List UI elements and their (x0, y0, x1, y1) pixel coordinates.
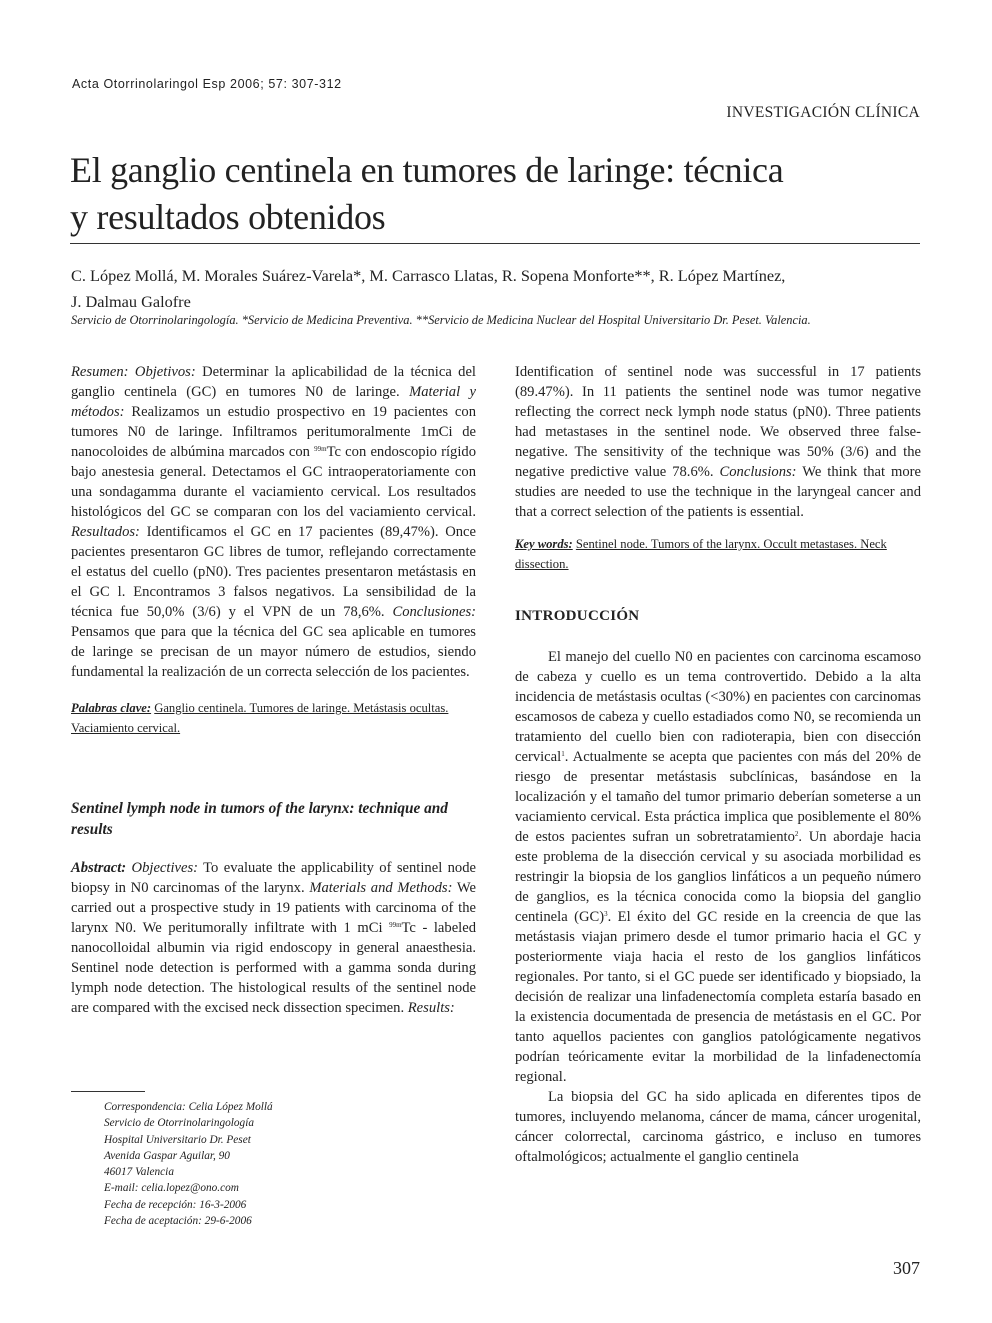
conclusiones-text: Pensamos que para que la técnica del GC sea aplicable en tumores de laringe se precisan de un mayor número de estudios, siendo fundamental la realización de un correcta selección de los pacientes. (71, 624, 476, 680)
page-number: 307 (893, 1258, 920, 1278)
left-column (71, 362, 476, 1018)
resultados-label: Resultados: (71, 524, 140, 540)
correspondence-line: Hospital Universitario Dr. Peset (104, 1133, 251, 1146)
journal-citation: Acta Otorrinolaringol Esp 2006; 57: 307-312 (72, 77, 342, 91)
ref-2: 2 (794, 830, 799, 838)
authors-line-2: J. Dalmau Galofre (71, 292, 191, 311)
correspondence-line: Correspondencia: Celia López Mollá (104, 1101, 273, 1113)
correspondence-line: Avenida Gaspar Aguilar, 90 (104, 1149, 230, 1162)
intro-p1-b: . Actualmente se acepta que pacientes con más del 20% de riesgo de presentar metástasis subclínicas, basándose en la localización y el tamaño del tumor primario deberían someterse a un vaciamiento cervical. Esta práctica implica que posiblemente el 80% de estos pacientes sufran un sobretratamiento (515, 749, 921, 845)
intro-p1-c: . Un abordaje hacia este problema de la disección cervical y su asociada morbilidad es restringir la biopsia de los ganglios linfáticos a un pequeño número de ganglios, es la técnica conocida como la biopsia del ganglio centinela (GC) (515, 829, 921, 925)
material-label: Material y métodos: (71, 384, 476, 420)
authors (71, 263, 921, 315)
accepted-date: Fecha de aceptación: 29-6-2006 (104, 1215, 252, 1228)
methods-text-a: We carried out a prospective study in 19 patients with carcinoma of the larynx N0. We peritumorally infiltrate with 1 mCi (71, 880, 477, 936)
objetivos-text: Determinar la aplicabilidad de la técnica del ganglio centinela (GC) en tumores N0 de laringe. (71, 364, 476, 400)
resultados-text: Identificamos el GC en 17 pacientes (89,47%). Once pacientes presentaron GC libres de tumor, reflejando correctamente el estatus del cuello (pN0). Tres pacientes presentaron metástasis en el GC l. Encontramos 3 falsos negativos. La sensibilidad de la técnica fue 50,0% (3/6) y el VPN de un 78,6%. (71, 524, 476, 620)
affiliation: Servicio de Otorrinolaringología. *Servicio de Medicina Preventiva. **Servicio de Medicina Nuclear del Hospital Universitario Dr. Peset. Valencia. (71, 313, 811, 327)
title-divider (70, 243, 920, 244)
intro-p1-d: . El éxito del GC reside en la creencia de que las metástasis viajan primero desde el tumor primario hacia el GC y posteriormente viaja hacia el resto de los ganglios linfáticos regionales. Por tanto, si el GC puede ser identificado y biopsiado, la decisión de realizar una linfadenectomía completa estaría basado en la existencia documentada de presencia de metástasis en el GC. Por tanto aquellos pacientes con ganglios patológicamente negativos podrían teóricamente evitar la morbilidad de la linfadenectomía regional. (515, 909, 921, 1085)
resumen (71, 362, 476, 682)
ref-3: 3 (604, 910, 608, 918)
ref-1: 1 (561, 750, 565, 758)
correspondence-email: E-mail: celia.lopez@ono.com (104, 1182, 239, 1195)
title-line-2: y resultados obtenidos (70, 197, 386, 237)
palabras-clave-text: Ganglio centinela. Tumores de laringe. Metástasis ocultas. Vaciamiento cervical. (71, 701, 449, 735)
article-title (70, 147, 930, 241)
title-line-1: El ganglio centinela en tumores de laringe: técnica (70, 150, 784, 190)
material-text-b: Tc con endoscopio rígido bajo anestesia general. Detectamos el GC intraoperatoriamente con una sondagamma durante el vaciamiento cervical. Los resultados histológicos del GC se comparan con los del vaciamiento cervical. (71, 444, 476, 520)
methods-text-b: Tc - labeled nanocolloidal albumin via rigid endoscopy in general anaesthesia. Sentinel node detection is performed with a gamma sonda during lymph node detection. The histological results of the sentinel node are compared with the excised neck dissection specimen. (71, 920, 477, 1016)
results-label: Results: (407, 1000, 455, 1016)
isotope-superscript: 99m (314, 445, 327, 453)
palabras-clave-label: Palabras clave: (71, 701, 152, 715)
material-text-a: Realizamos un estudio prospectivo en 19 pacientes con tumores N0 de laringe. Infiltramos peritumoralmente 1mCi de nanocoloides de albúmina marcados con (71, 404, 476, 460)
isotope-superscript-en: 99m (389, 921, 402, 929)
objetivos-label: Objetivos: (134, 364, 196, 380)
results-text: Identification of sentinel node was successful in 17 patients (89.47%). In 11 patients the sentinel node was tumor negative reflecting the correct neck lymph node status (pN0). Three patients had metastases in the sentinel node. We observed three false- negative. The sensitivity of the technique was 50% (3/6) and the negative predictive value 78.6%. (515, 364, 921, 480)
key-words (515, 534, 921, 574)
authors-line-1: C. López Mollá, M. Morales Suárez-Varela*, M. Carrasco Llatas, R. Sopena Monforte**, R. López Martínez, (71, 266, 786, 285)
methods-label: Materials and Methods: (309, 880, 453, 896)
section-label: INVESTIGACIÓN CLÍNICA (726, 104, 920, 121)
correspondence-line: 46017 Valencia (104, 1166, 174, 1179)
key-words-text: Sentinel node. Tumors of the larynx. Occult metastases. Neck dissection. (515, 537, 887, 571)
intro-paragraph-1 (515, 647, 921, 1087)
footnote-divider (71, 1091, 145, 1092)
palabras-clave (71, 698, 476, 738)
conclusiones-label: Conclusiones: (392, 604, 476, 620)
abstract-label: Abstract: (71, 860, 127, 876)
conclusions-label: Conclusions: (719, 464, 797, 480)
abstract (71, 858, 476, 1018)
intro-heading: INTRODUCCIÓN (515, 608, 640, 624)
correspondence-line: Servicio de Otorrinolaringología (104, 1117, 254, 1130)
key-words-label: Key words: (515, 537, 573, 551)
right-column (515, 362, 921, 1167)
correspondence-footnote (104, 1099, 273, 1229)
objectives-label: Objectives: (131, 860, 198, 876)
resumen-label: Resumen: (71, 364, 129, 380)
intro-paragraph-2: La biopsia del GC ha sido aplicada en diferentes tipos de tumores, incluyendo melanoma, cáncer de mama, cáncer urogenital, cáncer colorrectal, carcinoma gástrico, e incluso en tumores oftalmológicos; actualmente el ganglio centinela (515, 1089, 921, 1165)
english-title: Sentinel lymph node in tumors of the larynx: technique and results (71, 800, 448, 838)
objectives-text: To evaluate the applicability of sentinel node biopsy in N0 carcinomas of the larynx. (71, 860, 477, 896)
conclusions-text: We think that more studies are needed to use the technique in the laryngeal cancer and that a correct selection of the patients is essential. (515, 464, 922, 520)
abstract-continued (515, 362, 921, 522)
intro-p1-a: El manejo del cuello N0 en pacientes con carcinoma escamoso de cabeza y cuello es un tema controvertido. Debido a la alta incidencia de metástasis ocultas (<30%) en pacientes con carcinomas escamosos de cabeza y cuello estadiados como N0, se recomienda un tratamiento del cuello bien con radioterapia, bien con disección cervical (515, 649, 921, 765)
received-date: Fecha de recepción: 16-3-2006 (104, 1198, 247, 1211)
